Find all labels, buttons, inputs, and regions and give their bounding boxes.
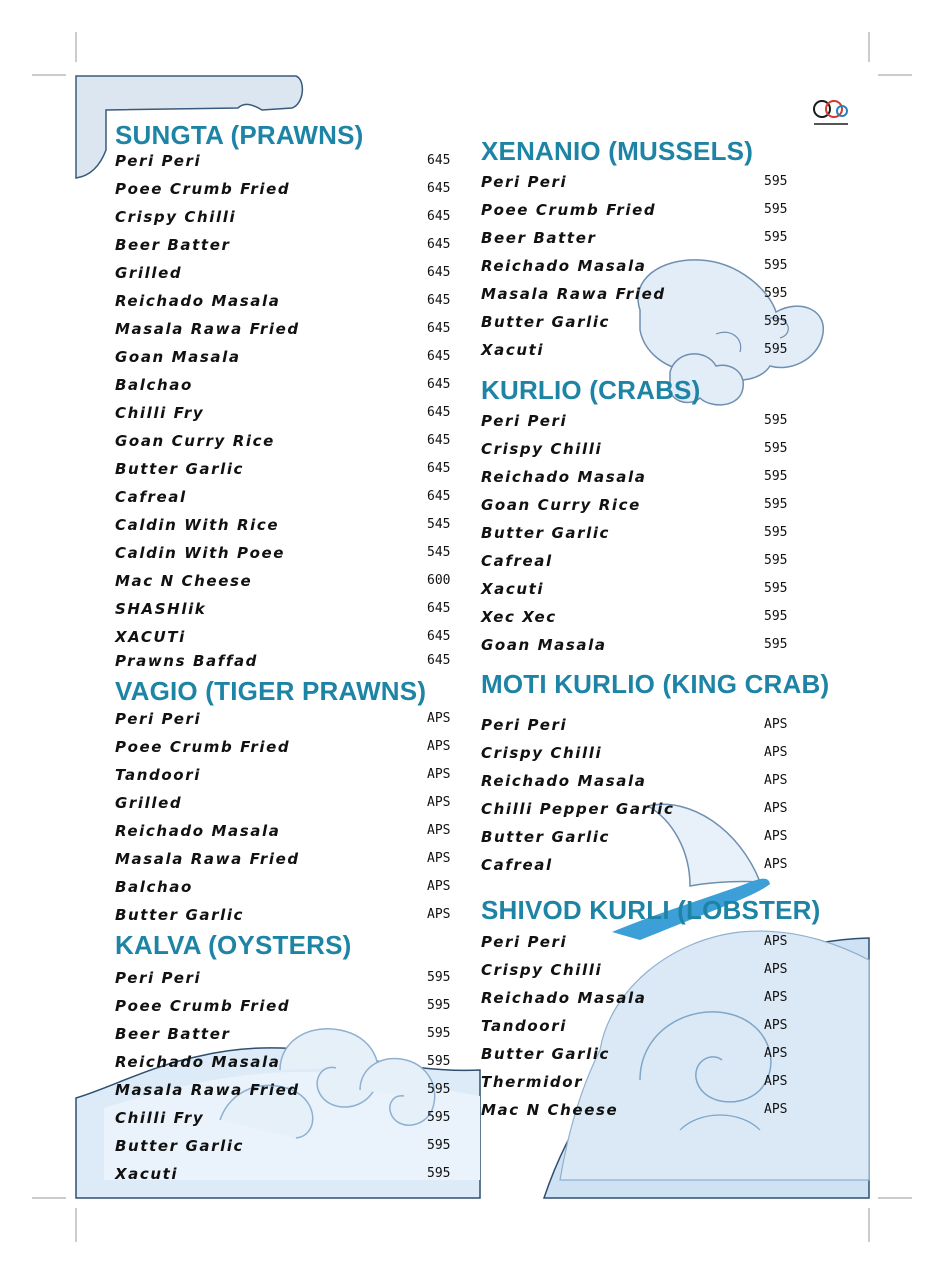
item-name: Chilli Pepper Garlic: [481, 800, 675, 818]
menu-item: [115, 543, 467, 569]
item-price: 595: [764, 314, 788, 329]
item-price: APS: [764, 990, 788, 1005]
item-price: APS: [764, 1046, 788, 1061]
item-name: Masala Rawa Fried: [481, 285, 666, 303]
item-name: Butter Garlic: [115, 460, 245, 478]
item-name: Thermidor: [481, 1073, 584, 1091]
item-price: 595: [427, 1026, 451, 1041]
menu-item: [481, 551, 804, 577]
item-name: Goan Masala: [115, 348, 241, 366]
menu-item: [115, 968, 467, 994]
item-name: Chilli Fry: [115, 404, 205, 422]
menu-item: [115, 765, 467, 791]
item-price: APS: [764, 773, 788, 788]
menu-item: [115, 263, 467, 289]
item-name: Caldin With Rice: [115, 516, 280, 534]
item-price: 600: [427, 573, 451, 588]
item-name: Butter Garlic: [115, 1137, 245, 1155]
item-name: Butter Garlic: [481, 313, 611, 331]
item-price: 595: [427, 1054, 451, 1069]
item-price: 645: [427, 321, 451, 336]
item-name: Crispy Chilli: [481, 961, 603, 979]
menu-item: [481, 1072, 804, 1098]
item-price: 645: [427, 405, 451, 420]
menu-item: [481, 523, 804, 549]
menu-item: [481, 200, 804, 226]
item-name: Balchao: [115, 376, 193, 394]
item-name: Crispy Chilli: [481, 440, 603, 458]
item-name: Xacuti: [115, 1165, 179, 1183]
item-price: 595: [427, 998, 451, 1013]
menu-item: [115, 319, 467, 345]
item-price: APS: [764, 857, 788, 872]
section-title: KURLIO (CRABS): [481, 375, 701, 405]
menu-item: [481, 1016, 804, 1042]
item-price: 645: [427, 293, 451, 308]
menu-item: [481, 439, 804, 465]
menu-item: [481, 495, 804, 521]
menu-item: [481, 467, 804, 493]
item-name: Goan Curry Rice: [481, 496, 641, 514]
item-price: 645: [427, 629, 451, 644]
item-name: Xec Xec: [481, 608, 557, 626]
menu-item: [115, 151, 467, 177]
item-price: APS: [764, 1074, 788, 1089]
item-name: Crispy Chilli: [481, 744, 603, 762]
item-name: Tandoori: [481, 1017, 567, 1035]
item-price: 595: [764, 497, 788, 512]
menu-item: [481, 635, 804, 661]
item-price: APS: [764, 801, 788, 816]
menu-item: [481, 743, 804, 769]
menu-item: [115, 235, 467, 261]
item-name: Xacuti: [481, 341, 545, 359]
item-price: 545: [427, 545, 451, 560]
item-name: Caldin With Poee: [115, 544, 286, 562]
menu-item: [481, 411, 804, 437]
item-name: Crispy Chilli: [115, 208, 237, 226]
item-price: 645: [427, 153, 451, 168]
item-price: 545: [427, 517, 451, 532]
menu-item: [481, 1044, 804, 1070]
menu-item: [115, 821, 467, 847]
menu-item: [481, 312, 804, 338]
item-name: Poee Crumb Fried: [481, 201, 657, 219]
item-price: 595: [764, 609, 788, 624]
menu-item: [115, 1024, 467, 1050]
menu-item: [115, 849, 467, 875]
item-name: Goan Curry Rice: [115, 432, 275, 450]
item-name: Masala Rawa Fried: [115, 850, 300, 868]
item-price: APS: [427, 711, 451, 726]
menu-item: [481, 228, 804, 254]
item-price: 645: [427, 181, 451, 196]
menu-item: [115, 996, 467, 1022]
item-price: APS: [427, 823, 451, 838]
item-name: Butter Garlic: [115, 906, 245, 924]
item-price: APS: [764, 962, 788, 977]
item-name: Reichado Masala: [115, 822, 281, 840]
item-name: Beer Batter: [115, 1025, 231, 1043]
item-price: APS: [764, 934, 788, 949]
item-price: APS: [764, 1018, 788, 1033]
item-price: APS: [427, 879, 451, 894]
menu-item: [115, 375, 467, 401]
menu-item: [115, 207, 467, 233]
restaurant-logo-icon: [808, 95, 854, 131]
item-price: 645: [427, 349, 451, 364]
item-name: Cafreal: [481, 552, 553, 570]
item-name: Reichado Masala: [115, 292, 281, 310]
menu-item: [115, 487, 467, 513]
item-price: APS: [427, 795, 451, 810]
section-title: SHIVOD KURLI (LOBSTER): [481, 895, 821, 925]
item-price: APS: [764, 717, 788, 732]
item-price: 595: [764, 637, 788, 652]
item-name: Chilli Fry: [115, 1109, 205, 1127]
menu-item: [481, 855, 804, 881]
menu-item: [115, 291, 467, 317]
item-price: 595: [764, 258, 788, 273]
item-price: 595: [764, 202, 788, 217]
menu-item: [115, 431, 467, 457]
menu-item: [115, 179, 467, 205]
menu-item: [115, 459, 467, 485]
item-name: Prawns Baffad: [115, 652, 259, 670]
menu-item: [481, 579, 804, 605]
menu-item: [115, 1164, 467, 1190]
item-price: 595: [764, 413, 788, 428]
item-name: Poee Crumb Fried: [115, 180, 291, 198]
section-title: KALVA (OYSTERS): [115, 930, 352, 960]
item-price: 595: [427, 1110, 451, 1125]
item-price: 645: [427, 489, 451, 504]
item-name: Goan Masala: [481, 636, 607, 654]
menu-item: [115, 877, 467, 903]
item-price: 595: [764, 469, 788, 484]
item-name: Reichado Masala: [481, 257, 647, 275]
menu-item: [481, 988, 804, 1014]
item-price: APS: [427, 851, 451, 866]
item-price: 645: [427, 209, 451, 224]
section-title: SUNGTA (PRAWNS): [115, 120, 364, 150]
item-price: 645: [427, 653, 451, 668]
menu-item: [115, 571, 467, 597]
item-price: 595: [764, 342, 788, 357]
menu-item: [481, 799, 804, 825]
item-name: Butter Garlic: [481, 524, 611, 542]
item-name: Reichado Masala: [481, 468, 647, 486]
item-price: 595: [764, 553, 788, 568]
item-name: Peri Peri: [481, 716, 568, 734]
item-price: APS: [427, 767, 451, 782]
item-name: Peri Peri: [115, 710, 202, 728]
item-name: Peri Peri: [481, 173, 568, 191]
item-price: 595: [764, 230, 788, 245]
section-title: XENANIO (MUSSELS): [481, 136, 754, 166]
menu-item: [481, 340, 804, 366]
menu-item: [481, 284, 804, 310]
item-name: Cafreal: [481, 856, 553, 874]
item-price: APS: [764, 745, 788, 760]
item-price: 595: [427, 1138, 451, 1153]
item-price: 595: [764, 174, 788, 189]
item-price: APS: [427, 907, 451, 922]
item-price: APS: [764, 1102, 788, 1117]
item-price: 595: [764, 441, 788, 456]
item-name: Beer Batter: [115, 236, 231, 254]
menu-item: [115, 1080, 467, 1106]
item-name: Grilled: [115, 794, 183, 812]
menu-item: [115, 347, 467, 373]
item-name: Peri Peri: [481, 933, 568, 951]
menu-item: [115, 709, 467, 735]
item-price: 645: [427, 265, 451, 280]
menu-item: [481, 256, 804, 282]
item-price: 645: [427, 433, 451, 448]
item-name: Balchao: [115, 878, 193, 896]
menu-item: [115, 793, 467, 819]
menu-item: [481, 827, 804, 853]
item-price: 645: [427, 377, 451, 392]
menu-item: [481, 715, 804, 741]
item-name: Reichado Masala: [115, 1053, 281, 1071]
menu-item: [115, 515, 467, 541]
item-name: Poee Crumb Fried: [115, 738, 291, 756]
menu-item: [115, 403, 467, 429]
item-name: Beer Batter: [481, 229, 597, 247]
item-name: Masala Rawa Fried: [115, 1081, 300, 1099]
item-name: Grilled: [115, 264, 183, 282]
item-price: 645: [427, 237, 451, 252]
item-price: 595: [764, 525, 788, 540]
item-price: APS: [764, 829, 788, 844]
item-name: Poee Crumb Fried: [115, 997, 291, 1015]
item-name: XACUTi: [115, 628, 186, 646]
menu-item: [481, 960, 804, 986]
item-price: APS: [427, 739, 451, 754]
item-name: Butter Garlic: [481, 1045, 611, 1063]
item-price: 595: [427, 1082, 451, 1097]
item-price: 645: [427, 601, 451, 616]
item-name: Cafreal: [115, 488, 187, 506]
item-name: Tandoori: [115, 766, 201, 784]
section-title: VAGIO (TIGER PRAWNS): [115, 676, 427, 706]
item-name: SHASHlik: [115, 600, 207, 618]
menu-item: [481, 172, 804, 198]
menu-item: [115, 737, 467, 763]
item-name: Mac N Cheese: [481, 1101, 619, 1119]
menu-item: [481, 607, 804, 633]
menu-item: [481, 771, 804, 797]
menu-item: [115, 1108, 467, 1134]
item-price: 595: [427, 970, 451, 985]
menu-item: [115, 1052, 467, 1078]
item-price: 595: [764, 581, 788, 596]
item-name: Mac N Cheese: [115, 572, 253, 590]
item-name: Butter Garlic: [481, 828, 611, 846]
menu-item: [115, 1136, 467, 1162]
item-price: 595: [427, 1166, 451, 1181]
section-title: MOTI KURLIO (KING CRAB): [481, 669, 830, 699]
menu-item: [115, 599, 467, 625]
menu-item: [115, 905, 467, 931]
item-price: 645: [427, 461, 451, 476]
item-name: Peri Peri: [115, 969, 202, 987]
item-name: Reichado Masala: [481, 772, 647, 790]
item-price: 595: [764, 286, 788, 301]
menu-item: [481, 932, 804, 958]
item-name: Reichado Masala: [481, 989, 647, 1007]
menu-item: [115, 627, 467, 653]
item-name: Xacuti: [481, 580, 545, 598]
item-name: Masala Rawa Fried: [115, 320, 300, 338]
item-name: Peri Peri: [481, 412, 568, 430]
menu-item: [481, 1100, 804, 1126]
menu-item: [115, 651, 467, 677]
item-name: Peri Peri: [115, 152, 202, 170]
